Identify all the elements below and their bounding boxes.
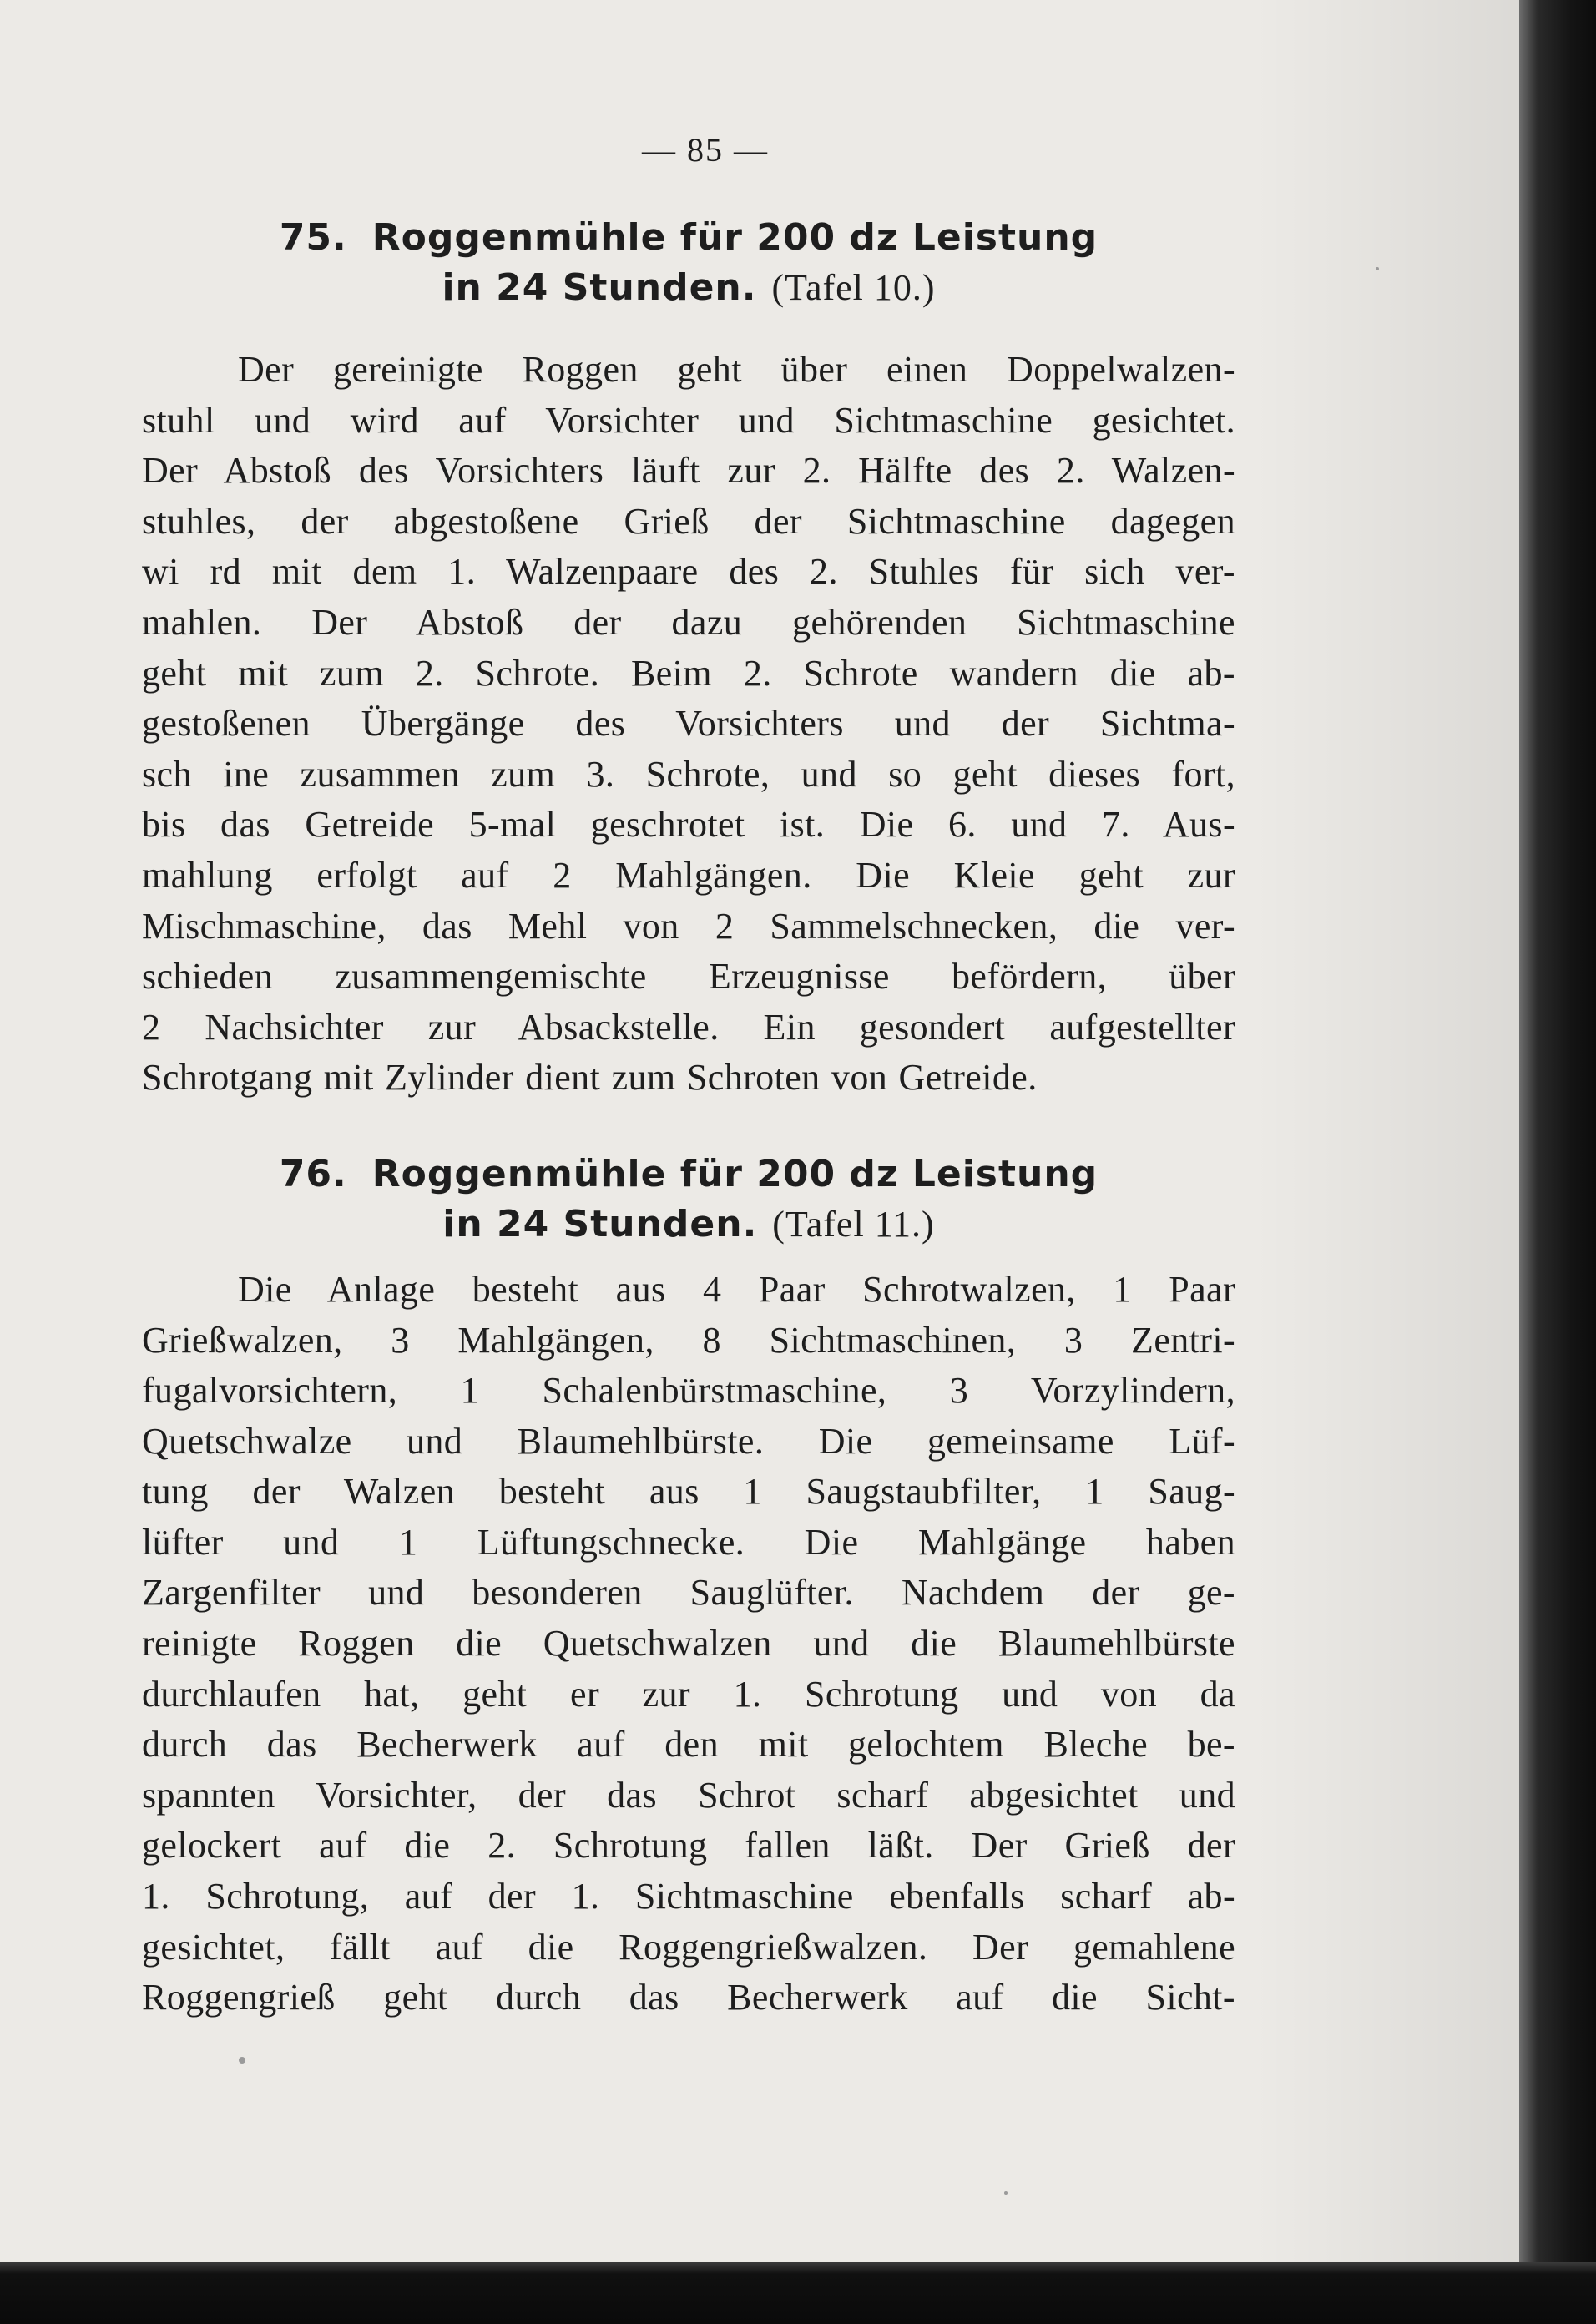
- paragraph-line: mahlung erfolgt auf 2 Mahlgängen. Die Kleie geht zur: [142, 854, 1235, 896]
- paragraph-line: stuhl und wird auf Vorsichter und Sichtmaschine gesichtet.: [142, 399, 1235, 441]
- paragraph-line: reinigte Roggen die Quetschwalzen und die Blaumehlbürste: [142, 1623, 1235, 1665]
- paragraph-line: tung der Walzen besteht aus 1 Saugstaubfilter, 1 Saug-: [142, 1471, 1235, 1513]
- section-75-title-line2: [142, 263, 1235, 313]
- section-76-paragraph: [142, 1265, 1235, 2023]
- paragraph-line: bis das Getreide 5-mal geschrotet ist. Die 6. und 7. Aus-: [142, 804, 1235, 846]
- text-block: [142, 125, 1235, 2023]
- paper-shading: [1252, 0, 1519, 2262]
- section-75-title: [142, 213, 1235, 313]
- paragraph-line: Mischmaschine, das Mehl von 2 Sammelschnecken, die ver-: [142, 905, 1235, 947]
- section-75-heading: Roggenmühle für 200 dz Leistung: [371, 216, 1099, 259]
- section-75-plate-reference: (Tafel 10.): [771, 267, 936, 308]
- paragraph-line: Quetschwalze und Blaumehlbürste. Die gemeinsame Lüf-: [142, 1420, 1235, 1462]
- paragraph-line: Roggengrieß geht durch das Becherwerk auf die Sicht-: [142, 1977, 1235, 2018]
- paragraph-line: fugalvorsichtern, 1 Schalenbürstmaschine, 3 Vorzylindern,: [142, 1370, 1235, 1412]
- paragraph-line: geht mit zum 2. Schrote. Beim 2. Schrote wandern die ab-: [142, 652, 1235, 694]
- paragraph-line: lüfter und 1 Lüftungschnecke. Die Mahlgänge haben: [142, 1521, 1235, 1563]
- paragraph-line: gestoßenen Übergänge des Vorsichters und der Sichtma-: [142, 703, 1235, 745]
- section-75-number: 75.: [279, 216, 347, 259]
- paragraph-line: wi rd mit dem 1. Walzenpaare des 2. Stuhles für sich ver-: [142, 551, 1235, 593]
- paragraph-line: durch das Becherwerk auf den mit gelochtem Bleche be-: [142, 1724, 1235, 1766]
- paragraph-line: mahlen. Der Abstoß der dazu gehörenden Sichtmaschine: [142, 601, 1235, 643]
- section-76-title-line2: [142, 1200, 1235, 1250]
- paragraph-line: Schrotgang mit Zylinder dient zum Schroten von Getreide.: [142, 1057, 1038, 1099]
- paragraph-line: gesichtet, fällt auf die Roggengrießwalzen. Der gemahlene: [142, 1926, 1235, 1968]
- bottom-edge: [0, 2262, 1596, 2324]
- section-75-subheading: in 24 Stunden.: [442, 266, 757, 309]
- paragraph-line: sch ine zusammen zum 3. Schrote, und so geht dieses fort,: [142, 753, 1235, 795]
- paragraph-line: durchlaufen hat, geht er zur 1. Schrotung und von da: [142, 1673, 1235, 1715]
- paragraph-line: gelockert auf die 2. Schrotung fallen läßt. Der Grieß der: [142, 1825, 1235, 1867]
- paper-speck: [1004, 2191, 1008, 2195]
- section-75-title-line1: [142, 213, 1235, 263]
- section-75-paragraph: [142, 345, 1235, 1104]
- section-76-heading: Roggenmühle für 200 dz Leistung: [371, 1152, 1099, 1195]
- page-number: — 85 —: [642, 131, 769, 169]
- paper-speck: [239, 2057, 245, 2064]
- paragraph-line: Der gereinigte Roggen geht über einen Doppelwalzen-: [238, 349, 1235, 390]
- paper-speck: [1376, 267, 1379, 270]
- paragraph-line: Zargenfilter und besonderen Sauglüfter. Nachdem der ge-: [142, 1572, 1235, 1614]
- paragraph-line: Der Abstoß des Vorsichters läuft zur 2. Hälfte des 2. Walzen-: [142, 450, 1235, 492]
- binding-gutter: [1519, 0, 1596, 2324]
- paragraph-line: schieden zusammengemischte Erzeugnisse befördern, über: [142, 956, 1235, 998]
- section-76-title: [142, 1149, 1235, 1250]
- paragraph-line: 1. Schrotung, auf der 1. Sichtmaschine ebenfalls scharf ab-: [142, 1876, 1235, 1917]
- section-76-subheading: in 24 Stunden.: [442, 1202, 758, 1245]
- section-76-plate-reference: (Tafel 11.): [772, 1203, 935, 1245]
- paragraph-line: 2 Nachsichter zur Absackstelle. Ein gesondert aufgestellter: [142, 1006, 1235, 1048]
- paragraph-line: Grießwalzen, 3 Mahlgängen, 8 Sichtmaschinen, 3 Zentri-: [142, 1319, 1235, 1361]
- paragraph-line: spannten Vorsichter, der das Schrot scharf abgesichtet und: [142, 1774, 1235, 1816]
- section-76-number: 76.: [279, 1152, 347, 1195]
- paragraph-line: stuhles, der abgestoßene Grieß der Sichtmaschine dagegen: [142, 500, 1235, 542]
- paragraph-line: Die Anlage besteht aus 4 Paar Schrotwalzen, 1 Paar: [238, 1268, 1235, 1310]
- section-76-title-line1: [142, 1149, 1235, 1200]
